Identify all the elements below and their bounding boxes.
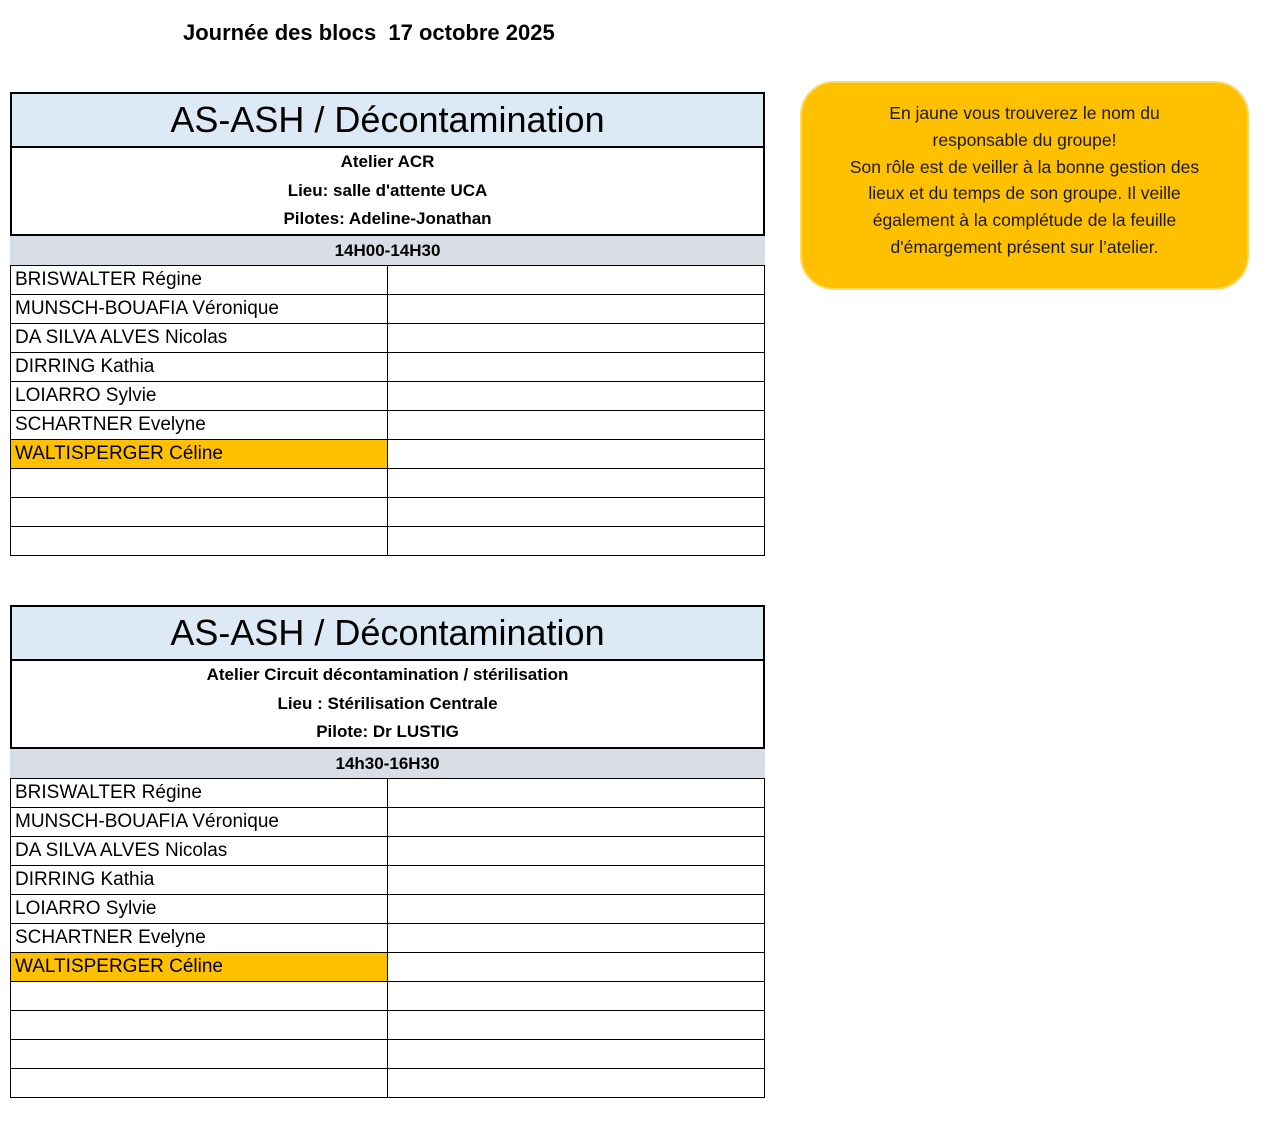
atelier-label: Atelier ACR — [340, 152, 435, 171]
note-line: d'émargement présent sur l’atelier. — [890, 236, 1159, 257]
signature-cell — [388, 778, 765, 807]
block-info — [12, 148, 763, 234]
attendee-name: SCHARTNER Evelyne — [11, 410, 388, 439]
table-row — [11, 352, 765, 381]
attendee-name — [11, 1039, 388, 1068]
table-row — [11, 923, 765, 952]
signature-cell — [388, 807, 765, 836]
attendee-name — [11, 497, 388, 526]
pilotes-label: Pilote: Dr LUSTIG — [316, 722, 459, 741]
table-row — [11, 836, 765, 865]
table-row — [11, 381, 765, 410]
signature-cell — [388, 894, 765, 923]
lieu-label: Lieu: salle d'attente UCA — [287, 180, 488, 200]
attendee-name-responsible: WALTISPERGER Céline — [11, 952, 388, 981]
attendee-name: SCHARTNER Evelyne — [11, 923, 388, 952]
attendee-name: BRISWALTER Régine — [11, 265, 388, 294]
table-row — [11, 865, 765, 894]
attendee-name: LOIARRO Sylvie — [11, 381, 388, 410]
table-row — [11, 778, 765, 807]
attendee-name: DA SILVA ALVES Nicolas — [11, 836, 388, 865]
attendee-name-responsible: WALTISPERGER Céline — [11, 439, 388, 468]
signature-cell — [388, 410, 765, 439]
time-slot: 14H00-14H30 — [10, 236, 765, 265]
signature-cell — [388, 1068, 765, 1097]
block-header — [10, 605, 765, 749]
responsible-note — [800, 81, 1249, 290]
block-info — [12, 661, 763, 747]
pilotes-label: Pilotes: Adeline-Jonathan — [283, 209, 492, 228]
lieu-label: Lieu : Stérilisation Centrale — [277, 693, 498, 713]
attendee-name: DIRRING Kathia — [11, 865, 388, 894]
attendee-name — [11, 1068, 388, 1097]
signature-cell — [388, 323, 765, 352]
attendee-name: LOIARRO Sylvie — [11, 894, 388, 923]
attendee-table — [10, 778, 765, 1098]
table-row — [11, 981, 765, 1010]
signature-cell — [388, 526, 765, 555]
table-row — [11, 894, 765, 923]
attendee-name: BRISWALTER Régine — [11, 778, 388, 807]
signature-cell — [388, 1010, 765, 1039]
table-row — [11, 526, 765, 555]
table-row — [11, 265, 765, 294]
block-title: AS-ASH / Décontamination — [12, 94, 763, 148]
signature-cell — [388, 294, 765, 323]
table-row — [11, 807, 765, 836]
attendee-table — [10, 265, 765, 556]
signature-cell — [388, 1039, 765, 1068]
attendee-name — [11, 468, 388, 497]
table-row — [11, 323, 765, 352]
signature-cell — [388, 265, 765, 294]
table-row — [11, 410, 765, 439]
attendee-name — [11, 1010, 388, 1039]
attendee-name — [11, 526, 388, 555]
table-row — [11, 952, 765, 981]
attendee-name — [11, 981, 388, 1010]
signature-cell — [388, 952, 765, 981]
table-row — [11, 439, 765, 468]
workshop-block-sterilisation — [10, 605, 765, 1098]
signature-cell — [388, 497, 765, 526]
note-line: Son rôle est de veiller à la bonne gestion des — [849, 156, 1200, 177]
table-row — [11, 294, 765, 323]
table-row — [11, 497, 765, 526]
note-line: également à la complétude de la feuille — [872, 210, 1177, 231]
signature-cell — [388, 865, 765, 894]
attendee-name: MUNSCH-BOUAFIA Véronique — [11, 294, 388, 323]
page-title: Journée des blocs 17 octobre 2025 — [183, 20, 555, 45]
note-line: En jaune vous trouverez le nom du — [889, 103, 1160, 123]
signature-cell — [388, 981, 765, 1010]
atelier-label: Atelier Circuit décontamination / stérilisation — [206, 665, 569, 684]
attendee-name: MUNSCH-BOUAFIA Véronique — [11, 807, 388, 836]
signature-cell — [388, 439, 765, 468]
workshop-block-acr — [10, 92, 765, 556]
time-slot: 14h30-16H30 — [10, 749, 765, 778]
signature-cell — [388, 836, 765, 865]
block-title: AS-ASH / Décontamination — [12, 607, 763, 661]
signature-cell — [388, 381, 765, 410]
table-row — [11, 1068, 765, 1097]
note-line: responsable du groupe! — [932, 129, 1117, 150]
signature-cell — [388, 352, 765, 381]
table-row — [11, 1010, 765, 1039]
table-row — [11, 468, 765, 497]
block-header — [10, 92, 765, 236]
signature-cell — [388, 468, 765, 497]
attendee-name: DA SILVA ALVES Nicolas — [11, 323, 388, 352]
signature-cell — [388, 923, 765, 952]
note-line: lieux et du temps de son groupe. Il veille — [868, 183, 1181, 204]
attendee-name: DIRRING Kathia — [11, 352, 388, 381]
table-row — [11, 1039, 765, 1068]
